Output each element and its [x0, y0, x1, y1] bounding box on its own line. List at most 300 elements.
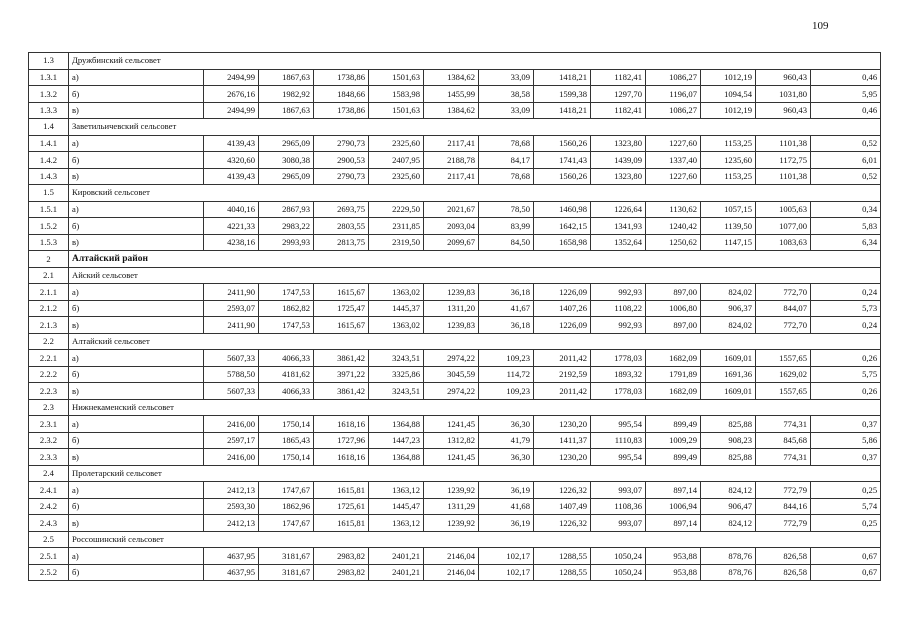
table-row — [29, 548, 881, 565]
value-cell: 1226,64 — [591, 201, 646, 218]
row-code: 2.5.2 — [29, 564, 69, 581]
row-code: 2.3.3 — [29, 449, 69, 466]
value-cell: 1239,92 — [424, 482, 479, 499]
value-cell: 1618,16 — [314, 449, 369, 466]
row-variant-label: в) — [69, 515, 204, 532]
row-code: 1.5.2 — [29, 218, 69, 235]
table-row — [29, 383, 881, 400]
value-cell: 1363,02 — [369, 284, 424, 301]
row-variant-label: в) — [69, 383, 204, 400]
value-cell: 41,68 — [479, 498, 534, 515]
value-cell: 4221,33 — [204, 218, 259, 235]
value-cell: 878,76 — [701, 564, 756, 581]
value-cell: 1012,19 — [701, 102, 756, 119]
value-cell: 1230,20 — [534, 449, 591, 466]
value-cell: 1560,26 — [534, 135, 591, 152]
row-variant-label: а) — [69, 201, 204, 218]
value-cell: 1130,62 — [646, 201, 701, 218]
value-cell: 1363,12 — [369, 482, 424, 499]
value-cell: 1086,27 — [646, 69, 701, 86]
table-row — [29, 152, 881, 169]
value-cell: 1226,32 — [534, 515, 591, 532]
value-cell: 2099,67 — [424, 234, 479, 251]
value-cell: 2117,41 — [424, 168, 479, 185]
value-cell: 2411,90 — [204, 284, 259, 301]
row-variant-label: б) — [69, 564, 204, 581]
table-row — [29, 366, 881, 383]
value-cell: 1311,29 — [424, 498, 479, 515]
section-title: Кировский сельсовет — [69, 185, 881, 202]
table-row — [29, 284, 881, 301]
value-cell: 1642,15 — [534, 218, 591, 235]
row-code: 2.1.3 — [29, 317, 69, 334]
value-cell: 1153,25 — [701, 168, 756, 185]
value-cell: 78,50 — [479, 201, 534, 218]
value-cell: 824,12 — [701, 482, 756, 499]
value-cell: 1455,99 — [424, 86, 479, 103]
value-cell: 993,07 — [591, 482, 646, 499]
value-cell: 1311,20 — [424, 300, 479, 317]
value-cell: 2494,99 — [204, 102, 259, 119]
value-cell: 33,09 — [479, 102, 534, 119]
value-cell: 1312,82 — [424, 432, 479, 449]
value-cell: 1741,43 — [534, 152, 591, 169]
value-cell: 1352,64 — [591, 234, 646, 251]
value-cell: 2965,09 — [259, 168, 314, 185]
value-cell: 1227,60 — [646, 135, 701, 152]
table-row — [29, 498, 881, 515]
value-cell: 1012,19 — [701, 69, 756, 86]
value-cell: 0,46 — [811, 102, 881, 119]
value-cell: 1411,37 — [534, 432, 591, 449]
value-cell: 2813,75 — [314, 234, 369, 251]
value-cell: 5,86 — [811, 432, 881, 449]
row-variant-label: а) — [69, 284, 204, 301]
value-cell: 2676,16 — [204, 86, 259, 103]
row-variant-label: б) — [69, 218, 204, 235]
value-cell: 2993,93 — [259, 234, 314, 251]
value-cell: 0,24 — [811, 317, 881, 334]
row-variant-label: а) — [69, 416, 204, 433]
section-title: Айский сельсовет — [69, 267, 881, 284]
value-cell: 2407,95 — [369, 152, 424, 169]
section-title: Заветильичевский сельсовет — [69, 119, 881, 136]
value-cell: 2325,60 — [369, 135, 424, 152]
table-row — [29, 234, 881, 251]
value-cell: 1031,80 — [756, 86, 811, 103]
value-cell: 6,34 — [811, 234, 881, 251]
value-cell: 995,54 — [591, 449, 646, 466]
value-cell: 1288,55 — [534, 564, 591, 581]
row-code: 2.5 — [29, 531, 69, 548]
value-cell: 5,83 — [811, 218, 881, 235]
value-cell: 1182,41 — [591, 69, 646, 86]
table-row — [29, 218, 881, 235]
value-cell: 0,67 — [811, 564, 881, 581]
section-title: Алтайский сельсовет — [69, 333, 881, 350]
value-cell: 5,75 — [811, 366, 881, 383]
row-code: 1.5 — [29, 185, 69, 202]
value-cell: 5,73 — [811, 300, 881, 317]
row-code: 1.5.1 — [29, 201, 69, 218]
value-cell: 1288,55 — [534, 548, 591, 565]
value-cell: 1407,26 — [534, 300, 591, 317]
value-cell: 1005,63 — [756, 201, 811, 218]
value-cell: 1609,01 — [701, 350, 756, 367]
value-cell: 1297,70 — [591, 86, 646, 103]
row-code: 2.1.2 — [29, 300, 69, 317]
row-code: 2.4 — [29, 465, 69, 482]
section-header-row — [29, 399, 881, 416]
value-cell: 1725,47 — [314, 300, 369, 317]
row-variant-label: б) — [69, 152, 204, 169]
value-cell: 1006,94 — [646, 498, 701, 515]
value-cell: 844,16 — [756, 498, 811, 515]
value-cell: 1725,61 — [314, 498, 369, 515]
value-cell: 1682,09 — [646, 350, 701, 367]
district-title: Алтайский район — [69, 251, 881, 268]
section-header-row — [29, 185, 881, 202]
table-row — [29, 86, 881, 103]
row-code: 2.2.3 — [29, 383, 69, 400]
value-cell: 4238,16 — [204, 234, 259, 251]
value-cell: 3181,67 — [259, 564, 314, 581]
value-cell: 1501,63 — [369, 69, 424, 86]
value-cell: 1363,12 — [369, 515, 424, 532]
value-cell: 36,18 — [479, 284, 534, 301]
value-cell: 1658,98 — [534, 234, 591, 251]
value-cell: 878,76 — [701, 548, 756, 565]
value-cell: 2146,04 — [424, 564, 479, 581]
table-row — [29, 135, 881, 152]
value-cell: 2593,30 — [204, 498, 259, 515]
value-cell: 772,70 — [756, 284, 811, 301]
value-cell: 1445,47 — [369, 498, 424, 515]
value-cell: 0,26 — [811, 350, 881, 367]
row-code: 1.3 — [29, 53, 69, 70]
value-cell: 3243,51 — [369, 350, 424, 367]
value-cell: 1108,22 — [591, 300, 646, 317]
row-code: 1.3.1 — [29, 69, 69, 86]
value-cell: 772,70 — [756, 317, 811, 334]
value-cell: 772,79 — [756, 515, 811, 532]
value-cell: 5,95 — [811, 86, 881, 103]
value-cell: 899,49 — [646, 449, 701, 466]
value-cell: 897,14 — [646, 482, 701, 499]
value-cell: 3861,42 — [314, 350, 369, 367]
value-cell: 1050,24 — [591, 564, 646, 581]
value-cell: 1239,92 — [424, 515, 479, 532]
value-cell: 3325,86 — [369, 366, 424, 383]
row-variant-label: в) — [69, 449, 204, 466]
value-cell: 84,17 — [479, 152, 534, 169]
value-cell: 1750,14 — [259, 449, 314, 466]
value-cell: 2412,13 — [204, 482, 259, 499]
value-cell: 824,02 — [701, 317, 756, 334]
value-cell: 4320,60 — [204, 152, 259, 169]
row-code: 2.3.2 — [29, 432, 69, 449]
table-row — [29, 102, 881, 119]
row-code: 1.4.1 — [29, 135, 69, 152]
value-cell: 953,88 — [646, 548, 701, 565]
value-cell: 1363,02 — [369, 317, 424, 334]
row-variant-label: а) — [69, 548, 204, 565]
value-cell: 1226,09 — [534, 284, 591, 301]
row-code: 2.1.1 — [29, 284, 69, 301]
value-cell: 2965,09 — [259, 135, 314, 152]
row-code: 1.4.3 — [29, 168, 69, 185]
value-cell: 1583,98 — [369, 86, 424, 103]
table-row — [29, 201, 881, 218]
value-cell: 0,26 — [811, 383, 881, 400]
table-row — [29, 564, 881, 581]
value-cell: 1618,16 — [314, 416, 369, 433]
row-variant-label: в) — [69, 102, 204, 119]
value-cell: 2011,42 — [534, 383, 591, 400]
section-header-row — [29, 119, 881, 136]
value-cell: 1460,98 — [534, 201, 591, 218]
value-cell: 33,09 — [479, 69, 534, 86]
value-cell: 2900,53 — [314, 152, 369, 169]
value-cell: 78,68 — [479, 135, 534, 152]
value-cell: 1196,07 — [646, 86, 701, 103]
table-body — [29, 53, 881, 581]
row-code: 2 — [29, 251, 69, 268]
district-header-row — [29, 251, 881, 268]
value-cell: 1629,02 — [756, 366, 811, 383]
value-cell: 3243,51 — [369, 383, 424, 400]
row-code: 2.4.1 — [29, 482, 69, 499]
row-code: 2.4.3 — [29, 515, 69, 532]
value-cell: 3080,38 — [259, 152, 314, 169]
value-cell: 83,99 — [479, 218, 534, 235]
value-cell: 1226,09 — [534, 317, 591, 334]
value-cell: 2411,90 — [204, 317, 259, 334]
value-cell: 953,88 — [646, 564, 701, 581]
value-cell: 2416,00 — [204, 449, 259, 466]
value-cell: 1848,66 — [314, 86, 369, 103]
value-cell: 2494,99 — [204, 69, 259, 86]
value-cell: 1230,20 — [534, 416, 591, 433]
value-cell: 1050,24 — [591, 548, 646, 565]
value-cell: 1094,54 — [701, 86, 756, 103]
row-variant-label: в) — [69, 168, 204, 185]
table-row — [29, 350, 881, 367]
value-cell: 1101,38 — [756, 168, 811, 185]
value-cell: 2093,04 — [424, 218, 479, 235]
value-cell: 1057,15 — [701, 201, 756, 218]
value-cell: 0,25 — [811, 515, 881, 532]
value-cell: 2401,21 — [369, 548, 424, 565]
value-cell: 1250,62 — [646, 234, 701, 251]
value-cell: 4040,16 — [204, 201, 259, 218]
value-cell: 1738,86 — [314, 102, 369, 119]
value-cell: 102,17 — [479, 564, 534, 581]
table-row — [29, 515, 881, 532]
value-cell: 2983,22 — [259, 218, 314, 235]
row-code: 2.4.2 — [29, 498, 69, 515]
value-cell: 0,25 — [811, 482, 881, 499]
value-cell: 992,93 — [591, 284, 646, 301]
value-cell: 4066,33 — [259, 383, 314, 400]
value-cell: 1747,53 — [259, 317, 314, 334]
value-cell: 36,30 — [479, 449, 534, 466]
value-cell: 1323,80 — [591, 168, 646, 185]
value-cell: 1147,15 — [701, 234, 756, 251]
table-row — [29, 69, 881, 86]
value-cell: 4637,95 — [204, 564, 259, 581]
value-cell: 1418,21 — [534, 69, 591, 86]
table-row — [29, 449, 881, 466]
value-cell: 2146,04 — [424, 548, 479, 565]
value-cell: 1407,49 — [534, 498, 591, 515]
value-cell: 1862,96 — [259, 498, 314, 515]
value-cell: 772,79 — [756, 482, 811, 499]
tariff-table — [28, 52, 881, 581]
section-header-row — [29, 53, 881, 70]
value-cell: 774,31 — [756, 416, 811, 433]
value-cell: 4066,33 — [259, 350, 314, 367]
value-cell: 993,07 — [591, 515, 646, 532]
row-variant-label: а) — [69, 350, 204, 367]
value-cell: 0,24 — [811, 284, 881, 301]
value-cell: 102,17 — [479, 548, 534, 565]
row-code: 2.2 — [29, 333, 69, 350]
value-cell: 1682,09 — [646, 383, 701, 400]
value-cell: 906,47 — [701, 498, 756, 515]
value-cell: 36,18 — [479, 317, 534, 334]
value-cell: 2011,42 — [534, 350, 591, 367]
row-code: 2.5.1 — [29, 548, 69, 565]
value-cell: 897,00 — [646, 317, 701, 334]
value-cell: 1006,80 — [646, 300, 701, 317]
value-cell: 1110,83 — [591, 432, 646, 449]
value-cell: 3861,42 — [314, 383, 369, 400]
value-cell: 2597,17 — [204, 432, 259, 449]
section-header-row — [29, 333, 881, 350]
row-code: 2.1 — [29, 267, 69, 284]
value-cell: 2790,73 — [314, 168, 369, 185]
value-cell: 897,14 — [646, 515, 701, 532]
value-cell: 1239,83 — [424, 284, 479, 301]
value-cell: 1364,88 — [369, 449, 424, 466]
value-cell: 960,43 — [756, 102, 811, 119]
value-cell: 1439,09 — [591, 152, 646, 169]
table-row — [29, 300, 881, 317]
value-cell: 4139,43 — [204, 135, 259, 152]
value-cell: 825,88 — [701, 449, 756, 466]
value-cell: 1615,81 — [314, 515, 369, 532]
value-cell: 1239,83 — [424, 317, 479, 334]
value-cell: 2117,41 — [424, 135, 479, 152]
value-cell: 1867,63 — [259, 102, 314, 119]
row-variant-label: б) — [69, 366, 204, 383]
value-cell: 1240,42 — [646, 218, 701, 235]
row-variant-label: в) — [69, 317, 204, 334]
value-cell: 2021,67 — [424, 201, 479, 218]
value-cell: 5607,33 — [204, 383, 259, 400]
value-cell: 824,02 — [701, 284, 756, 301]
value-cell: 2974,22 — [424, 383, 479, 400]
table-row — [29, 168, 881, 185]
value-cell: 1227,60 — [646, 168, 701, 185]
value-cell: 960,43 — [756, 69, 811, 86]
value-cell: 992,93 — [591, 317, 646, 334]
value-cell: 2401,21 — [369, 564, 424, 581]
value-cell: 1615,67 — [314, 284, 369, 301]
value-cell: 1101,38 — [756, 135, 811, 152]
section-header-row — [29, 465, 881, 482]
value-cell: 1172,75 — [756, 152, 811, 169]
value-cell: 2790,73 — [314, 135, 369, 152]
value-cell: 1893,32 — [591, 366, 646, 383]
value-cell: 36,19 — [479, 515, 534, 532]
value-cell: 1337,40 — [646, 152, 701, 169]
value-cell: 5,74 — [811, 498, 881, 515]
row-code: 2.3 — [29, 399, 69, 416]
value-cell: 0,37 — [811, 416, 881, 433]
row-variant-label: б) — [69, 86, 204, 103]
value-cell: 2983,82 — [314, 548, 369, 565]
value-cell: 4139,43 — [204, 168, 259, 185]
section-title: Дружбинский сельсовет — [69, 53, 881, 70]
value-cell: 2188,78 — [424, 152, 479, 169]
value-cell: 1778,03 — [591, 383, 646, 400]
value-cell: 109,23 — [479, 383, 534, 400]
value-cell: 1445,37 — [369, 300, 424, 317]
row-code: 2.2.2 — [29, 366, 69, 383]
section-header-row — [29, 531, 881, 548]
value-cell: 3971,22 — [314, 366, 369, 383]
value-cell: 825,88 — [701, 416, 756, 433]
value-cell: 6,01 — [811, 152, 881, 169]
value-cell: 3181,67 — [259, 548, 314, 565]
value-cell: 2311,85 — [369, 218, 424, 235]
row-code: 1.3.3 — [29, 102, 69, 119]
value-cell: 2416,00 — [204, 416, 259, 433]
value-cell: 1747,67 — [259, 515, 314, 532]
value-cell: 1384,62 — [424, 69, 479, 86]
value-cell: 2319,50 — [369, 234, 424, 251]
value-cell: 1778,03 — [591, 350, 646, 367]
value-cell: 1083,63 — [756, 234, 811, 251]
value-cell: 1341,93 — [591, 218, 646, 235]
value-cell: 824,12 — [701, 515, 756, 532]
value-cell: 5788,50 — [204, 366, 259, 383]
value-cell: 1447,23 — [369, 432, 424, 449]
value-cell: 1738,86 — [314, 69, 369, 86]
value-cell: 1241,45 — [424, 416, 479, 433]
value-cell: 1139,50 — [701, 218, 756, 235]
value-cell: 897,00 — [646, 284, 701, 301]
row-code: 1.4 — [29, 119, 69, 136]
value-cell: 2983,82 — [314, 564, 369, 581]
value-cell: 1501,63 — [369, 102, 424, 119]
section-title: Россошинский сельсовет — [69, 531, 881, 548]
value-cell: 1009,29 — [646, 432, 701, 449]
value-cell: 36,19 — [479, 482, 534, 499]
value-cell: 2229,50 — [369, 201, 424, 218]
row-code: 1.4.2 — [29, 152, 69, 169]
value-cell: 1364,88 — [369, 416, 424, 433]
section-title: Нижнекаменский сельсовет — [69, 399, 881, 416]
value-cell: 2693,75 — [314, 201, 369, 218]
value-cell: 0,46 — [811, 69, 881, 86]
value-cell: 1108,36 — [591, 498, 646, 515]
value-cell: 995,54 — [591, 416, 646, 433]
value-cell: 0,34 — [811, 201, 881, 218]
value-cell: 38,58 — [479, 86, 534, 103]
